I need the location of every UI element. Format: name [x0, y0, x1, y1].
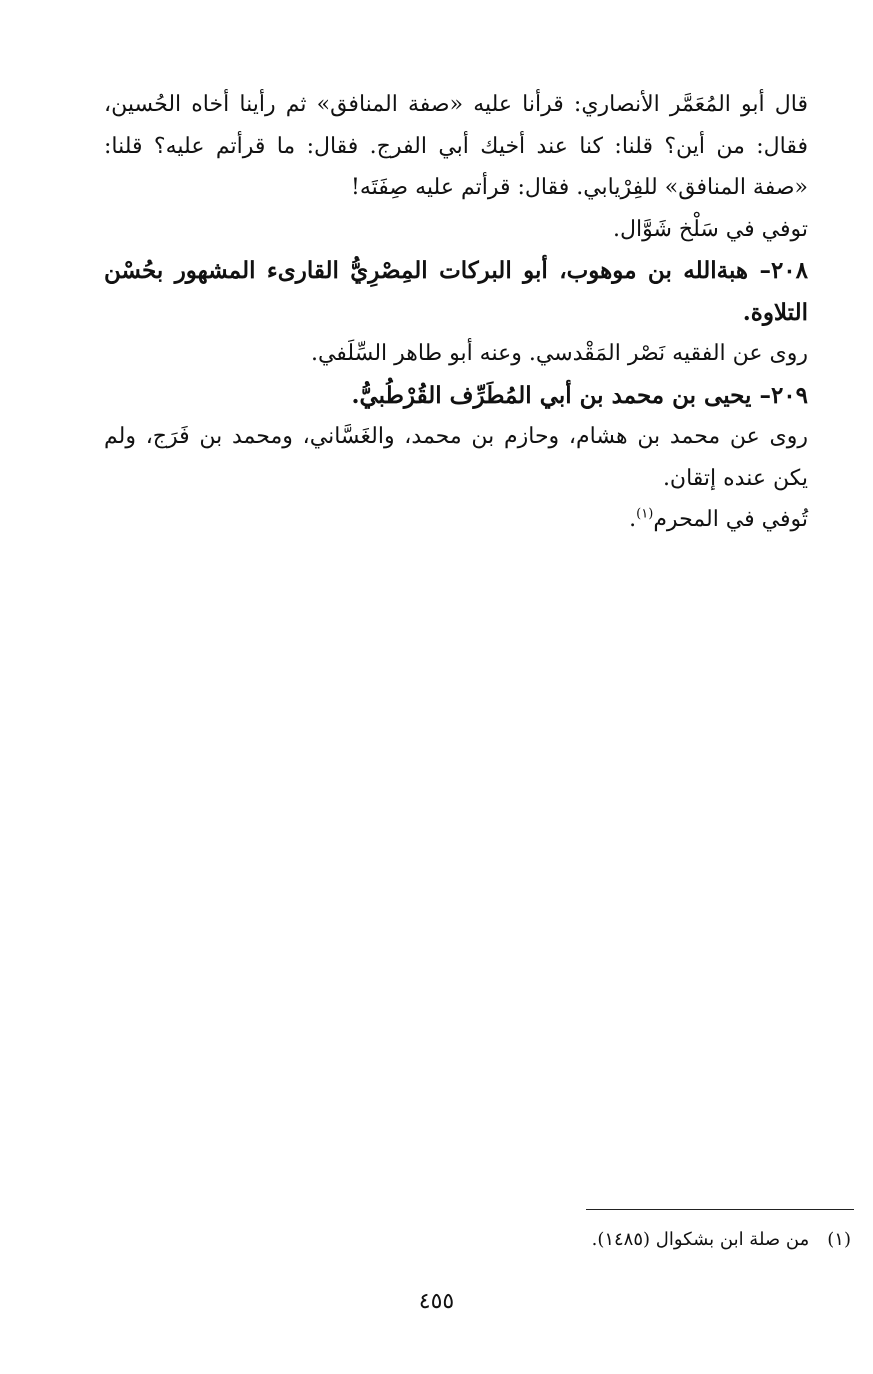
paragraph-text: روى عن الفقيه نَصْر المَقْدسي. وعنه أبو طاهر السِّلَفي. [310, 341, 808, 366]
entry-208-heading [104, 250, 850, 333]
footnote-text: من صلة ابن بشكوال (١٤٨٥). [591, 1229, 810, 1250]
main-text [104, 84, 850, 541]
footnote-divider [586, 1209, 854, 1210]
entry-title: يحيى بن محمد بن أبي المُطَرِّف القُرْطُبيُّ. [351, 381, 752, 409]
footnote-reference[interactable]: (١) [636, 506, 654, 522]
entry-number: ٢٠٩– [759, 381, 808, 409]
footnote [592, 1226, 851, 1254]
page-number: ٤٥٥ [418, 1289, 455, 1314]
paragraph-death-muharram [104, 499, 850, 541]
paragraph-death-shawwal [104, 209, 850, 251]
paragraph-narrated-from-muhammad [104, 416, 850, 499]
paragraph-abu-almuammar [104, 84, 850, 209]
entry-number: ٢٠٨– [759, 257, 809, 284]
entry-209-heading [104, 375, 850, 417]
paragraph-text: روى عن محمد بن هشام، وحازم بن محمد، والغَسَّاني، ومحمد بن فَرَج، ولم يكن عنده إتقان. [104, 424, 808, 491]
footnote-marker: (١) [827, 1229, 851, 1250]
paragraph-text: توفي في سَلْخ شَوَّال. [613, 216, 808, 242]
paragraph-narrated-from-nasr [104, 333, 850, 375]
paragraph-period: . [629, 507, 637, 532]
paragraph-text: تُوفي في المحرم [653, 507, 808, 532]
paragraph-text: قال أبو المُعَمَّر الأنصاري: قرأنا عليه «صفة المنافق» ثم رأينا أخاه الحُسين، فقال: من أين؟ قلنا: كنا عند أخيك أبي الفرج. فقال: ما قرأتم عليه؟ قلنا: «صفة المنافق» للفِرْيابي. فقال: قرأتم عليه صِفَتَه! [104, 92, 808, 200]
entry-title: هبةالله بن موهوب، أبو البركات المِصْرِيُّ القارىء المشهور بحُسْن التلاوة. [104, 257, 808, 326]
